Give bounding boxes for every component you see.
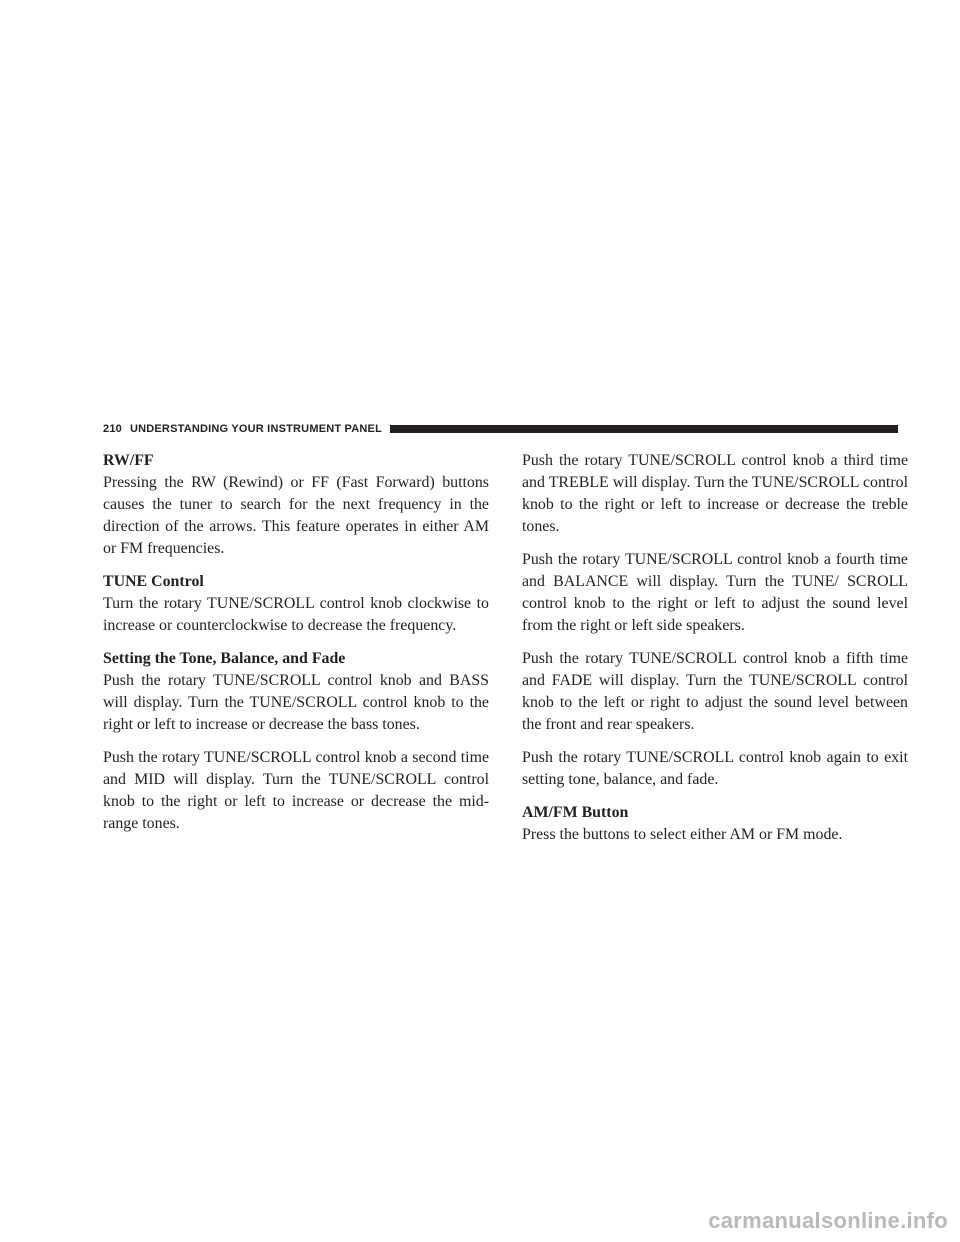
section-heading: RW/FF (103, 452, 154, 469)
watermark: carmanualsonline.info (708, 1208, 948, 1233)
section-paragraph: Pressing the RW (Rewind) or FF (Fast Forward) buttons causes the tuner to search for the next frequency in the direction of the arrows. This feature operates in either AM or FM frequencies. (103, 474, 489, 557)
section-tone-balance-fade (103, 648, 489, 736)
paragraph-treble (522, 450, 908, 538)
section-heading: AM/FM Button (522, 804, 629, 821)
section-paragraph: Press the buttons to select either AM or FM mode. (522, 826, 843, 843)
paragraph-fade (522, 648, 908, 736)
paragraph-mid (103, 747, 489, 835)
section-tune-control (103, 571, 489, 637)
section-paragraph: Turn the rotary TUNE/SCROLL control knob clockwise to increase or counterclockwise to decrease the frequency. (103, 595, 489, 634)
right-column (522, 450, 908, 857)
section-heading: Setting the Tone, Balance, and Fade (103, 650, 346, 667)
section-paragraph: Push the rotary TUNE/SCROLL control knob a second time and MID will display. Turn the TUNE/SCROLL control knob to the right or left to increase or decrease the mid-range tones. (103, 749, 489, 832)
header-rule (390, 425, 898, 433)
section-paragraph: Push the rotary TUNE/SCROLL control knob a fifth time and FADE will display. Turn the TUNE/SCROLL control knob to the left or right to adjust the sound level between the front and rear speakers. (522, 650, 908, 733)
section-paragraph: Push the rotary TUNE/SCROLL control knob a third time and TREBLE will display. Turn the TUNE/SCROLL control knob to the right or left to increase or decrease the treble tones. (522, 452, 908, 535)
left-column (103, 450, 489, 846)
page-number: 210 (103, 423, 122, 435)
section-paragraph: Push the rotary TUNE/SCROLL control knob a fourth time and BALANCE will display. Turn the TUNE/ SCROLL control knob to the right or left to adjust the sound level from the right or left side speakers. (522, 551, 908, 634)
section-rw-ff (103, 450, 489, 560)
section-paragraph: Push the rotary TUNE/SCROLL control knob and BASS will display. Turn the TUNE/SCROLL control knob to the right or left to increase or decrease the bass tones. (103, 672, 489, 733)
page-header (103, 420, 898, 438)
section-heading: TUNE Control (103, 573, 204, 590)
section-paragraph: Push the rotary TUNE/SCROLL control knob again to exit setting tone, balance, and fade. (522, 749, 908, 788)
paragraph-exit (522, 747, 908, 791)
paragraph-balance (522, 549, 908, 637)
section-title: UNDERSTANDING YOUR INSTRUMENT PANEL (129, 423, 383, 435)
section-am-fm-button (522, 802, 908, 846)
